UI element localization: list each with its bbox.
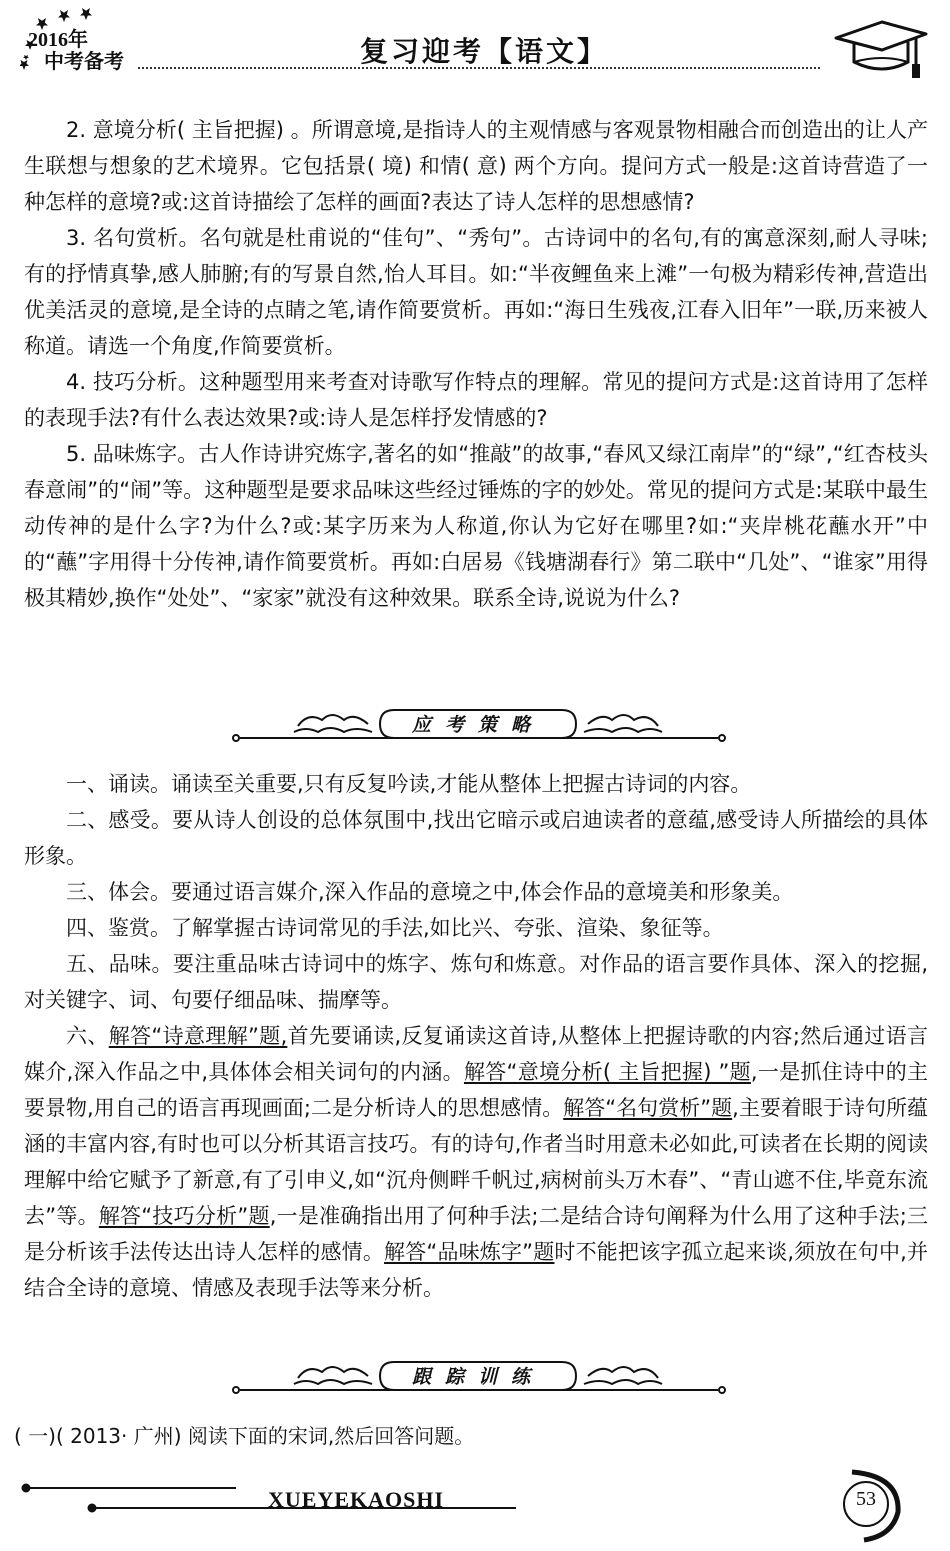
main-content [24,112,928,616]
banner-label: 应考策略 [411,714,544,736]
page-title: 复习迎考【语文】 [360,35,609,68]
paragraph-techniques: 4. 技巧分析。这种题型用来考查对诗歌写作特点的理解。常见的提问方式是:这首诗用了怎样的表现手法?有什么表达效果?或:诗人是怎样抒发情感的? [24,370,928,430]
badge-label: 中考备考 [44,49,124,73]
text-span: 首先要诵读,反复诵读这首诗,从整体上把握诗歌的内容;然后通过语言媒介,深入作品之中,具体体会相关词句的内涵。 [24,1024,929,1084]
exercise-intro: ( 一)( 2013· 广州) 阅读下面的宋词,然后回答问题。 [14,1424,475,1448]
text-span: ,一是抓住诗中的主要景物,用自己的语言再现画面;二是分析诗人的思想感情。 [24,1060,928,1120]
header-rule [138,67,820,69]
text-span: 六、 [66,1024,109,1048]
strategy-item: 四、鉴赏。了解掌握古诗词常见的手法,如比兴、夸张、渲染、象征等。 [66,916,724,940]
section-banner-training [228,1356,728,1400]
strategy-section [24,766,928,1306]
paragraph-word-refining: 5. 品味炼字。古人作诗讲究炼字,著名的如“推敲”的故事,“春风又绿江南岸”的“绿”,“红杏枝头春意闹”的“闹”等。这种题型是要求品味这些经过锤炼的字的妙处。常见的提问方式是:某联中最生动传神的是什么字?为什么?或:某字历来为人称道,你认为它好在哪里?如:“夹岸桃花蘸水开”中的“蘸”字用得十分传神,请作简要赏析。再如:白居易《钱塘湖春行》第二联中“几处”、“谁家”用得极其精妙,换作“处处”、“家家”就没有这种效果。联系全诗,说说为什么? [24,442,928,610]
strategy-item: 一、诵读。诵读至关重要,只有反复吟读,才能从整体上把握古诗词的内容。 [66,772,752,796]
strategy-item: 五、品味。要注重品味古诗词中的炼字、炼句和炼意。对作品的语言要作具体、深入的挖掘,对关键字、词、句要仔细品味、揣摩等。 [24,952,928,1012]
paragraph-artistic-conception: 2. 意境分析( 主旨把握) 。所谓意境,是指诗人的主观情感与客观景物相融合而创造出的让人产生联想与想象的艺术境界。它包括景( 境) 和情( 意) 两个方向。提问方式一般是:这首诗营造了一种怎样的意境?或:这首诗描绘了怎样的画面?表达了诗人怎样的思想感情? [24,118,928,214]
page-number: 53 [856,1488,876,1510]
underlined-heading: 解答“品味炼字”题 [384,1240,555,1264]
text-span: ,一是准确指出用了何种手法;二是结合诗句阐释为什么用了这种手法;三是分析该手法传达出诗人怎样的感情。 [24,1204,929,1264]
page-footer [0,1460,950,1551]
footer-rule-icon [0,1460,950,1551]
footer-brand: XUEYEKAOSHI [268,1487,445,1512]
section-banner-strategy [228,704,728,748]
paragraph-famous-lines: 3. 名句赏析。名句就是杜甫说的“佳句”、“秀句”。古诗词中的名句,有的寓意深刻,耐人寻味;有的抒情真挚,感人肺腑;有的写景自然,怡人耳目。如:“半夜鲤鱼来上滩”一句极为精彩传神,营造出优美活灵的意境,是全诗的点睛之笔,请作简要赏析。再如:“海日生残夜,江春入旧年”一联,历来被人称道。请选一个角度,作简要赏析。 [24,226,928,358]
banner-label: 跟踪训练 [411,1366,544,1388]
strategy-item: 二、感受。要从诗人创设的总体氛围中,找出它暗示或启迪读者的意蕴,感受诗人所描绘的具体形象。 [24,808,928,868]
page-header [0,0,950,100]
underlined-heading: 解答“诗意理解”题, [108,1024,288,1048]
underlined-heading: 解答“技巧分析”题 [98,1204,270,1228]
badge-year: 2016年 [28,29,88,51]
underlined-heading: 解答“意境分析( 主旨把握) ”题 [463,1060,751,1084]
strategy-item-answering [24,1018,928,1306]
text-span: 时不能把该字孤立起来谈,须放在句中,并结合全诗的意境、情感及表现手法等来分析。 [24,1240,928,1300]
graduation-cap-icon [830,18,930,82]
underlined-heading: 解答“名句赏析”题 [563,1096,733,1120]
strategy-item: 三、体会。要通过语言媒介,深入作品的意境之中,体会作品的意境美和形象美。 [66,880,794,904]
text-span: ,主要着眼于诗句所蕴涵的丰富内容,有时也可以分析其语言技巧。有的诗句,作者当时用意未必如此,可读者在长期的阅读理解中给它赋予了新意,有了引申义,如“沉舟侧畔千帆过,病树前头万木春”、“青山遮不住,毕竟东流去”等。 [24,1096,928,1228]
